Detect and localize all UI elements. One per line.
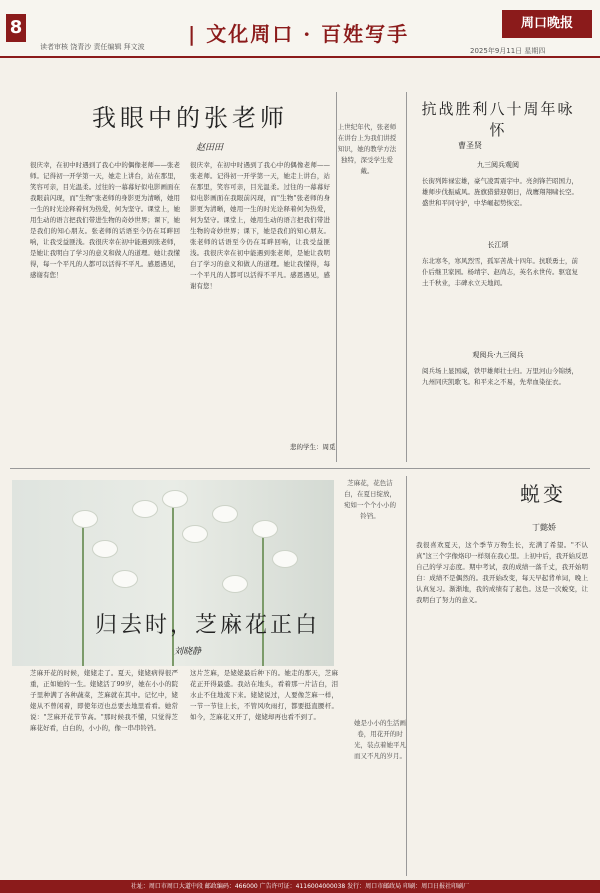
article-signature: 悲的学生：周觅	[290, 443, 336, 451]
article-title: 归去时，芝麻花正白	[95, 613, 321, 638]
brand-logo: 周口晚报	[502, 10, 592, 38]
article-title: 蜕变	[520, 482, 566, 506]
article-body-continued: 这片芝麻，是姥姥最后种下的。她走的那天，芝麻花正开得最盛。我站在地头，看着那一片洁白，泪水止不住地流下来。姥姥说过，人要像芝麻一样，一节一节往上长，不管风吹雨打，都要挺直腰杆。如今，芝麻花又开了，姥姥却再也看不到了。	[190, 669, 338, 721]
publish-date: 2025年9月11日 星期四	[470, 47, 546, 55]
article-author: 丁懿娇	[532, 523, 556, 532]
column-divider	[406, 92, 407, 462]
article-title: 我眼中的张老师	[92, 104, 288, 132]
editors-line: 读者审核 饶青沙 责任编辑 拜文波	[40, 43, 145, 51]
article-body: 很庆幸，在初中时遇到了我心中的偶像老师——张老师。记得初一开学第一天，她走上讲台，站在那里，笑容可亲，目光温柔。过往的一幕幕好似电影画面在我眼前闪现，而"生物"张老师的身影更为清晰，她用一生的时光诠释着何为热爱，何为坚守。课堂上，她用生动的语言把我们带进生物的奇妙世界；课下，她是我们的知心朋友。张老师的话语至今仍在耳畔回响，让我受益匪浅。我很庆幸在初中能遇到张老师，是她让我明白了学习的意义和做人的道理。她让我懂得，每一个平凡的人都可以活得不平凡。感恩遇见，感谢有您！	[30, 161, 180, 279]
column-divider	[406, 476, 407, 876]
sidenote: 上世纪年代，张老师在讲台上为我们讲授知识，她的教学方法独特，深受学生爱戴。	[337, 123, 397, 175]
poem-author: 曹圣贤	[458, 141, 482, 150]
section-divider	[10, 468, 590, 469]
poem-heading: 长江颂	[487, 241, 509, 249]
poem-heading: 九三阅兵观阅	[477, 161, 519, 169]
poem-section-title: 抗战胜利八十周年咏怀	[421, 100, 575, 139]
article-body: 我很喜欢夏天，这个季节万物生长，充满了希望。"不认真"这三个字像烙印一样刻在我心里。上初中后，我开始反思自己的学习态度。期中考试，我的成绩一落千丈，我开始明白：成绩不是偶然的。我开始改变，每天早起背单词，晚上认真复习。渐渐地，我的成绩有了起色。这是一次蜕变，让我明白了努力的意义。	[416, 541, 588, 604]
column-title: | 文化周口 · 百姓写手	[188, 22, 410, 46]
article-body-continued: 很庆幸，在初中时遇到了我心中的偶像老师——张老师。记得初一开学第一天，她走上讲台，站在那里，笑容可亲，目光温柔。过往的一幕幕好似电影画面在我眼前闪现，而"生物"张老师的身影更为清晰，她用一生的时光诠释着何为热爱，何为坚守。课堂上，她用生动的语言把我们带进生物的奇妙世界；课下，她是我们的知心朋友。张老师的话语至今仍在耳畔回响，让我受益匪浅。我很庆幸在初中能遇到张老师，是她让我明白了学习的意义和做人的道理。她让我懂得，每一个平凡的人都可以活得不平凡。感恩遇见，感谢有您！	[190, 161, 330, 290]
poem-heading: 观阅兵·九三阅兵	[472, 351, 524, 359]
article-author: 刘晓静	[174, 647, 202, 657]
page-number: 8	[6, 14, 26, 42]
article-author: 赵田田	[196, 143, 224, 153]
article-body: 芝麻开花的时候，姥姥走了。夏天，姥姥病得很严重，正如她的一生。姥姥活了99岁，她在小小的院子里种满了各种蔬菜，芝麻就在其中。记忆中，姥姥从不曾闲着，即使年迈也总要去地里看看。她常说："芝麻开花节节高。"那时候我不懂，只觉得芝麻花好看，白白的，小小的，像一串串铃铛。	[30, 669, 178, 732]
poem-text: 阅兵场上显国威，铁甲雄师壮士归。万里河山今锦绣，九州同庆凯歌飞。和平来之不易，先辈血染征衣。	[422, 367, 578, 386]
poem-text: 东北寒冬，寒风烈雪，孤军苦战十四年。抗联勇士，前仆后继卫家园。杨靖宇、赵尚志，英名永世传。驱寇复土千秋业，丰碑永立天地间。	[422, 257, 578, 287]
poem-text: 长街列阵禄宏雄，豪气凌霄震宇中。亮剑锋芒昭国力，雄师步伐振威风。旌旗猎猎迎朝日，战鹰翔翔啸长空。盛世和平同守护，中华崛起势恢宏。	[422, 177, 578, 207]
footer-bar: 社址：周口市周口大道中段 邮政编码：466000 广告许可证：4116004000038 发行：周口市邮政局 印刷：周口日报社印刷厂	[0, 880, 600, 893]
sidenote: 她是小小的生活画卷，用花开的时光，装点着她平凡而又不凡的岁月。	[354, 719, 406, 760]
sidenote: 芝麻花，花色洁白，在夏日绽放，宛如一个个小小的铃铛。	[344, 479, 396, 520]
